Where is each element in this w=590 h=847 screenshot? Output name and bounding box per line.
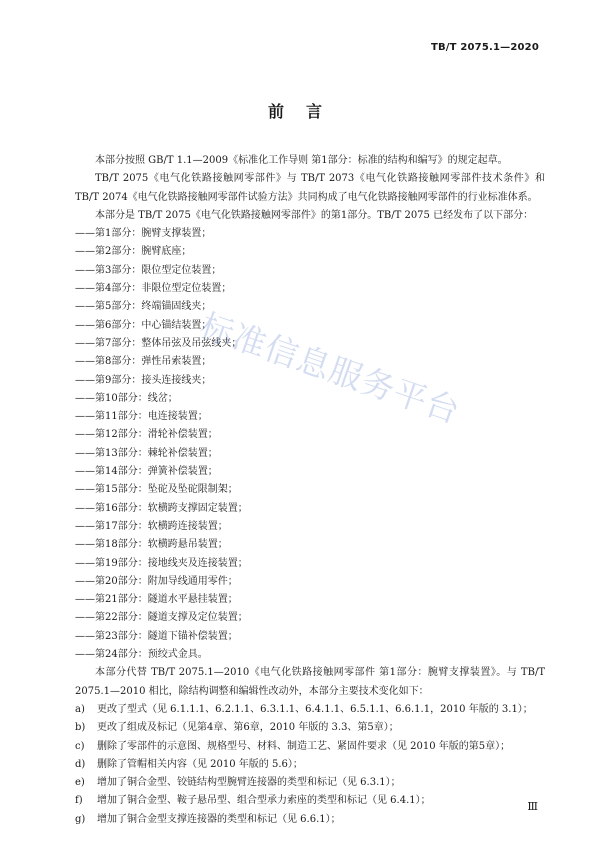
- list-item: [75, 756, 545, 774]
- changes-list: [75, 701, 545, 829]
- list-item: ——第21部分：隧道水平悬挂装置；: [75, 594, 238, 606]
- list-item: ——第14部分：弹簧补偿装置；: [75, 466, 218, 478]
- list-item: [75, 811, 545, 829]
- list-item: ——第23部分：隧道下锚补偿装置；: [75, 630, 238, 642]
- list-label: f): [75, 795, 83, 807]
- list-text: 增加了铜合金型、鞍子悬吊型、组合型承力索座的类型和标记（见 6.4.1）；: [97, 795, 431, 807]
- list-item: ——第13部分：棘轮补偿装置；: [75, 447, 218, 459]
- paragraph-replaces: 本部分代替 TB/T 2075.1—2010《电气化铁路接触网零部件 第1部分：腕臂支撑装置》。与 TB/T 2075.1—2010 相比，除结构调整和编辑性改动外，本部分主要技术变化如下：: [75, 667, 545, 697]
- page-title: 前言: [267, 102, 344, 121]
- parts-list: [75, 225, 545, 664]
- list-text: 更改了型式（见 6.1.1.1、6.2.1.1、6.3.1.1、6.4.1.1、6.5.1.1、6.6.1.1，2010 年版的 3.1）；: [97, 703, 533, 715]
- list-text: 更改了组成及标记（见第4章、第6章，2010 年版的 3.3、第5章）；: [97, 722, 399, 734]
- list-label: d): [75, 758, 86, 770]
- list-text: 增加了铜合金型支撑连接器的类型和标记（见 6.6.1）；: [97, 813, 341, 825]
- list-label: g): [75, 813, 86, 825]
- list-item: ——第12部分：滑轮补偿装置；: [75, 429, 218, 441]
- foreword-body: [75, 152, 545, 829]
- list-item: ——第19部分：接地线夹及连接装置；: [75, 557, 248, 569]
- list-label: a): [75, 703, 85, 715]
- list-item: ——第2部分：腕臂底座；: [75, 246, 192, 258]
- paragraph-drafting-rules: 本部分按照 GB/T 1.1—2009《标准化工作导则 第1部分：标准的结构和编写》的规定起草。: [95, 155, 508, 166]
- list-item: ——第3部分：限位型定位装置；: [75, 264, 222, 276]
- list-item: [75, 701, 545, 719]
- list-item: ——第11部分：电连接装置；: [75, 411, 208, 423]
- list-label: e): [75, 777, 85, 789]
- list-label: b): [75, 722, 86, 734]
- paragraph-parts-intro: 本部分是 TB/T 2075《电气化铁路接触网零部件》的第1部分。TB/T 2075 已经发布了以下部分：: [95, 209, 534, 221]
- list-item: ——第22部分：隧道支撑及定位装置；: [75, 612, 248, 624]
- list-item: ——第6部分：中心锚结装置；: [75, 319, 212, 331]
- list-item: ——第4部分：非限位型定位装置；: [75, 283, 232, 295]
- list-item: ——第7部分：整体吊弦及吊弦线夹；: [75, 337, 242, 349]
- list-item: ——第5部分：终端锚固线夹；: [75, 301, 212, 313]
- list-item: ——第8部分：弹性吊索装置；: [75, 356, 212, 368]
- list-item: [75, 774, 545, 792]
- list-item: ——第17部分：软横跨连接装置；: [75, 520, 228, 532]
- list-item: ——第24部分：预绞式金具。: [75, 649, 208, 661]
- list-item: ——第20部分：附加导线通用零件；: [75, 575, 238, 587]
- watermark: 标准信息服务平台: [195, 305, 466, 432]
- page-number: Ⅲ: [527, 800, 538, 813]
- list-item: [75, 738, 545, 756]
- list-text: 删除了零部件的示意图、规格型号、材料、制造工艺、紧固件要求（见 2010 年版的第5章）；: [97, 740, 511, 752]
- list-item: ——第9部分：接头连接线夹；: [75, 374, 212, 386]
- standard-number: TB/T 2075.1—2020: [430, 42, 539, 53]
- list-item: [75, 719, 545, 737]
- list-item: [75, 792, 545, 810]
- list-label: c): [75, 740, 85, 752]
- list-item: ——第16部分：软横跨支撑固定装置；: [75, 502, 248, 514]
- list-text: 删除了管帽相关内容（见 2010 年版的 5.6）；: [97, 758, 303, 770]
- list-item: ——第1部分：腕臂支撑装置；: [75, 228, 212, 240]
- list-item: ——第18部分：软横跨悬吊装置；: [75, 539, 228, 551]
- list-text: 增加了铜合金型、铰链结构型腕臂连接器的类型和标记（见 6.3.1）；: [97, 777, 401, 789]
- list-item: ——第10部分：线岔；: [75, 392, 178, 404]
- list-item: ——第15部分：坠砣及坠砣限制架；: [75, 484, 238, 496]
- paragraph-standard-system: TB/T 2075《电气化铁路接触网零部件》与 TB/T 2073《电气化铁路接触网零部件技术条件》和 TB/T 2074《电气化铁路接触网零部件试验方法》共同构成了电气化铁路接触网零部件的行业标准体系。: [75, 173, 545, 203]
